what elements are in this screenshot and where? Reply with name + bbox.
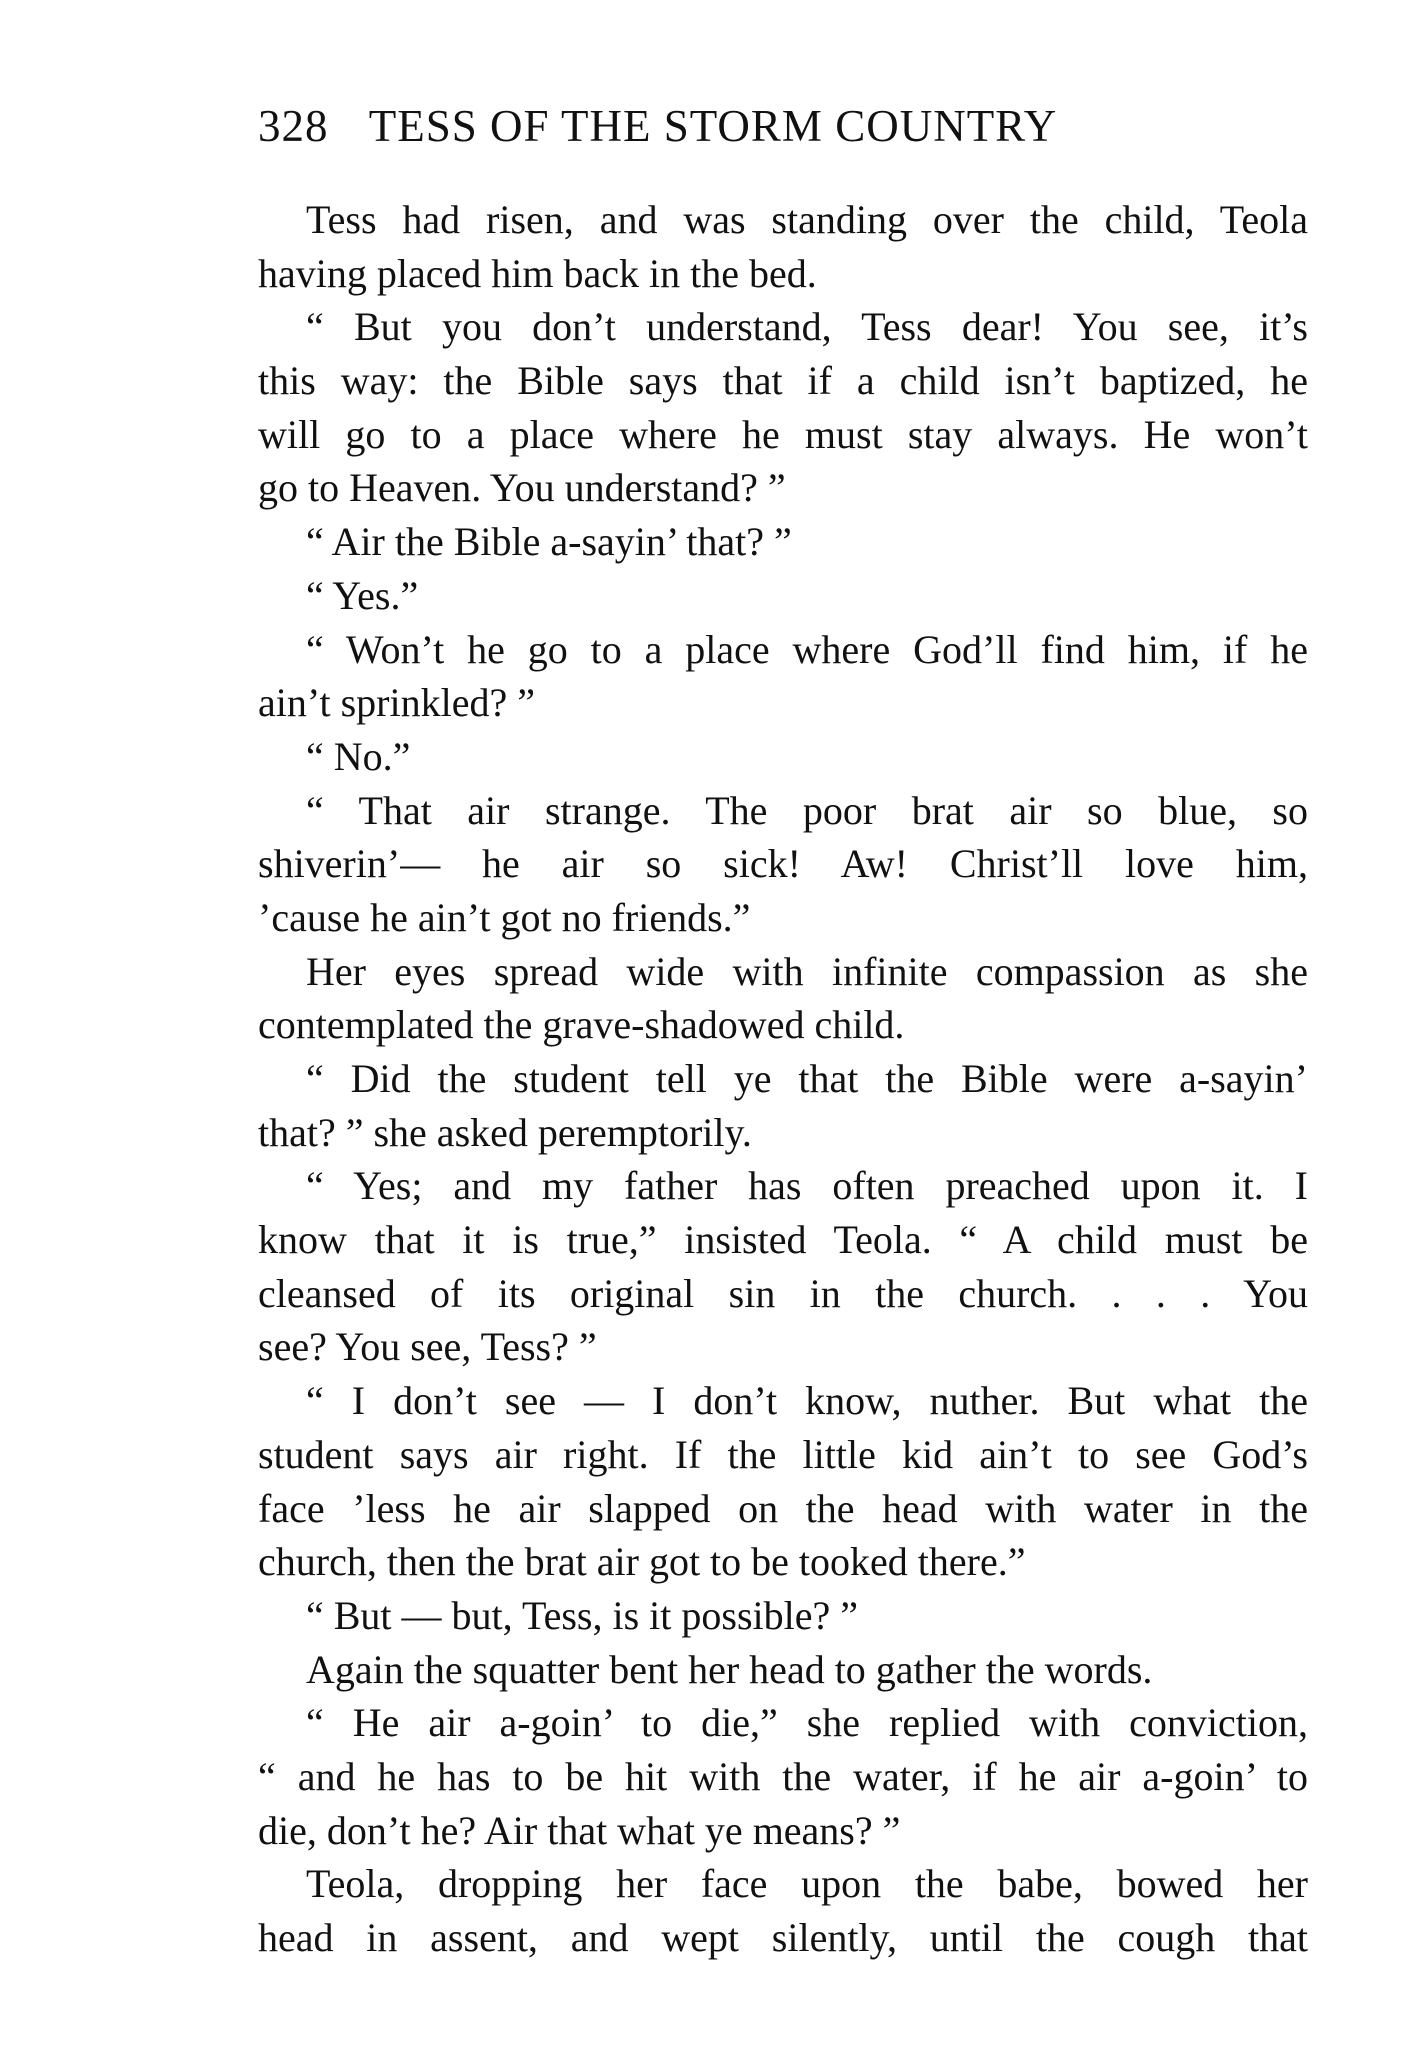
text-line: “ But you don’t understand, Tess dear! You see, it’s <box>306 304 1308 350</box>
page-number: 328 <box>258 101 329 151</box>
text-line: “ That air strange. The poor brat air so blue, so <box>306 787 1308 833</box>
text-line: “ No.” <box>306 733 411 779</box>
text-line: know that it is true,” insisted Teola. “ A child must be <box>258 1217 1308 1263</box>
text-line: “ Did the student tell ye that the Bible were a-sayin’ <box>306 1056 1308 1101</box>
text-line: “ Air the Bible a-sayin’ that? ” <box>306 519 792 565</box>
text-line: head in assent, and wept silently, until the cough that <box>258 1915 1308 1960</box>
text-line: having placed him back in the bed. <box>258 250 817 296</box>
text-line: that? ” she asked peremptorily. <box>258 1109 752 1155</box>
text-line: see? You see, Tess? ” <box>258 1324 597 1370</box>
text-line: church, then the brat air got to be tooked there.” <box>258 1539 1026 1585</box>
text-line: shiverin’— he air so sick! Aw! Christ’ll love him, <box>258 841 1308 887</box>
text-line: contemplated the grave-shadowed child. <box>258 1002 905 1048</box>
text-line: “ Yes.” <box>306 572 419 618</box>
text-line: go to Heaven. You understand? ” <box>258 465 786 511</box>
text-line: ’cause he ain’t got no friends.” <box>258 894 751 940</box>
text-line: this way: the Bible says that if a child isn’t baptized, he <box>258 358 1308 404</box>
text-line: “ But — but, Tess, is it possible? ” <box>306 1592 858 1638</box>
text-line: die, don’t he? Air that what ye means? ” <box>258 1807 901 1853</box>
text-line: “ I don’t see — I don’t know, nuther. But what the <box>306 1378 1308 1424</box>
text-line: student says air right. If the little kid ain’t to see God’s <box>258 1431 1308 1477</box>
text-line: ain’t sprinkled? ” <box>258 680 535 726</box>
text-line: “ Yes; and my father has often preached upon it. I <box>306 1163 1308 1209</box>
text-line: “ He air a-goin’ to die,” she replied with conviction, <box>306 1700 1308 1746</box>
text-line: will go to a place where he must stay always. He won’t <box>258 411 1308 457</box>
text-line: Her eyes spread wide with infinite compassion as she <box>306 948 1308 994</box>
text-line: cleansed of its original sin in the church. . . . You <box>258 1270 1308 1316</box>
text-line: face ’less he air slapped on the head with water in the <box>258 1485 1308 1531</box>
text-line: “ Won’t he go to a place where God’ll find him, if he <box>306 626 1308 672</box>
text-line: “ and he has to be hit with the water, if he air a-goin’ to <box>258 1753 1308 1799</box>
text-line: Again the squatter bent her head to gather the words. <box>306 1646 1153 1692</box>
running-header <box>258 100 1308 160</box>
body-text <box>258 193 1308 1965</box>
text-line: Tess had risen, and was standing over the child, Teola <box>306 197 1308 242</box>
text-line: Teola, dropping her face upon the babe, bowed her <box>306 1861 1308 1907</box>
running-title: TESS OF THE STORM COUNTRY <box>368 101 1058 151</box>
